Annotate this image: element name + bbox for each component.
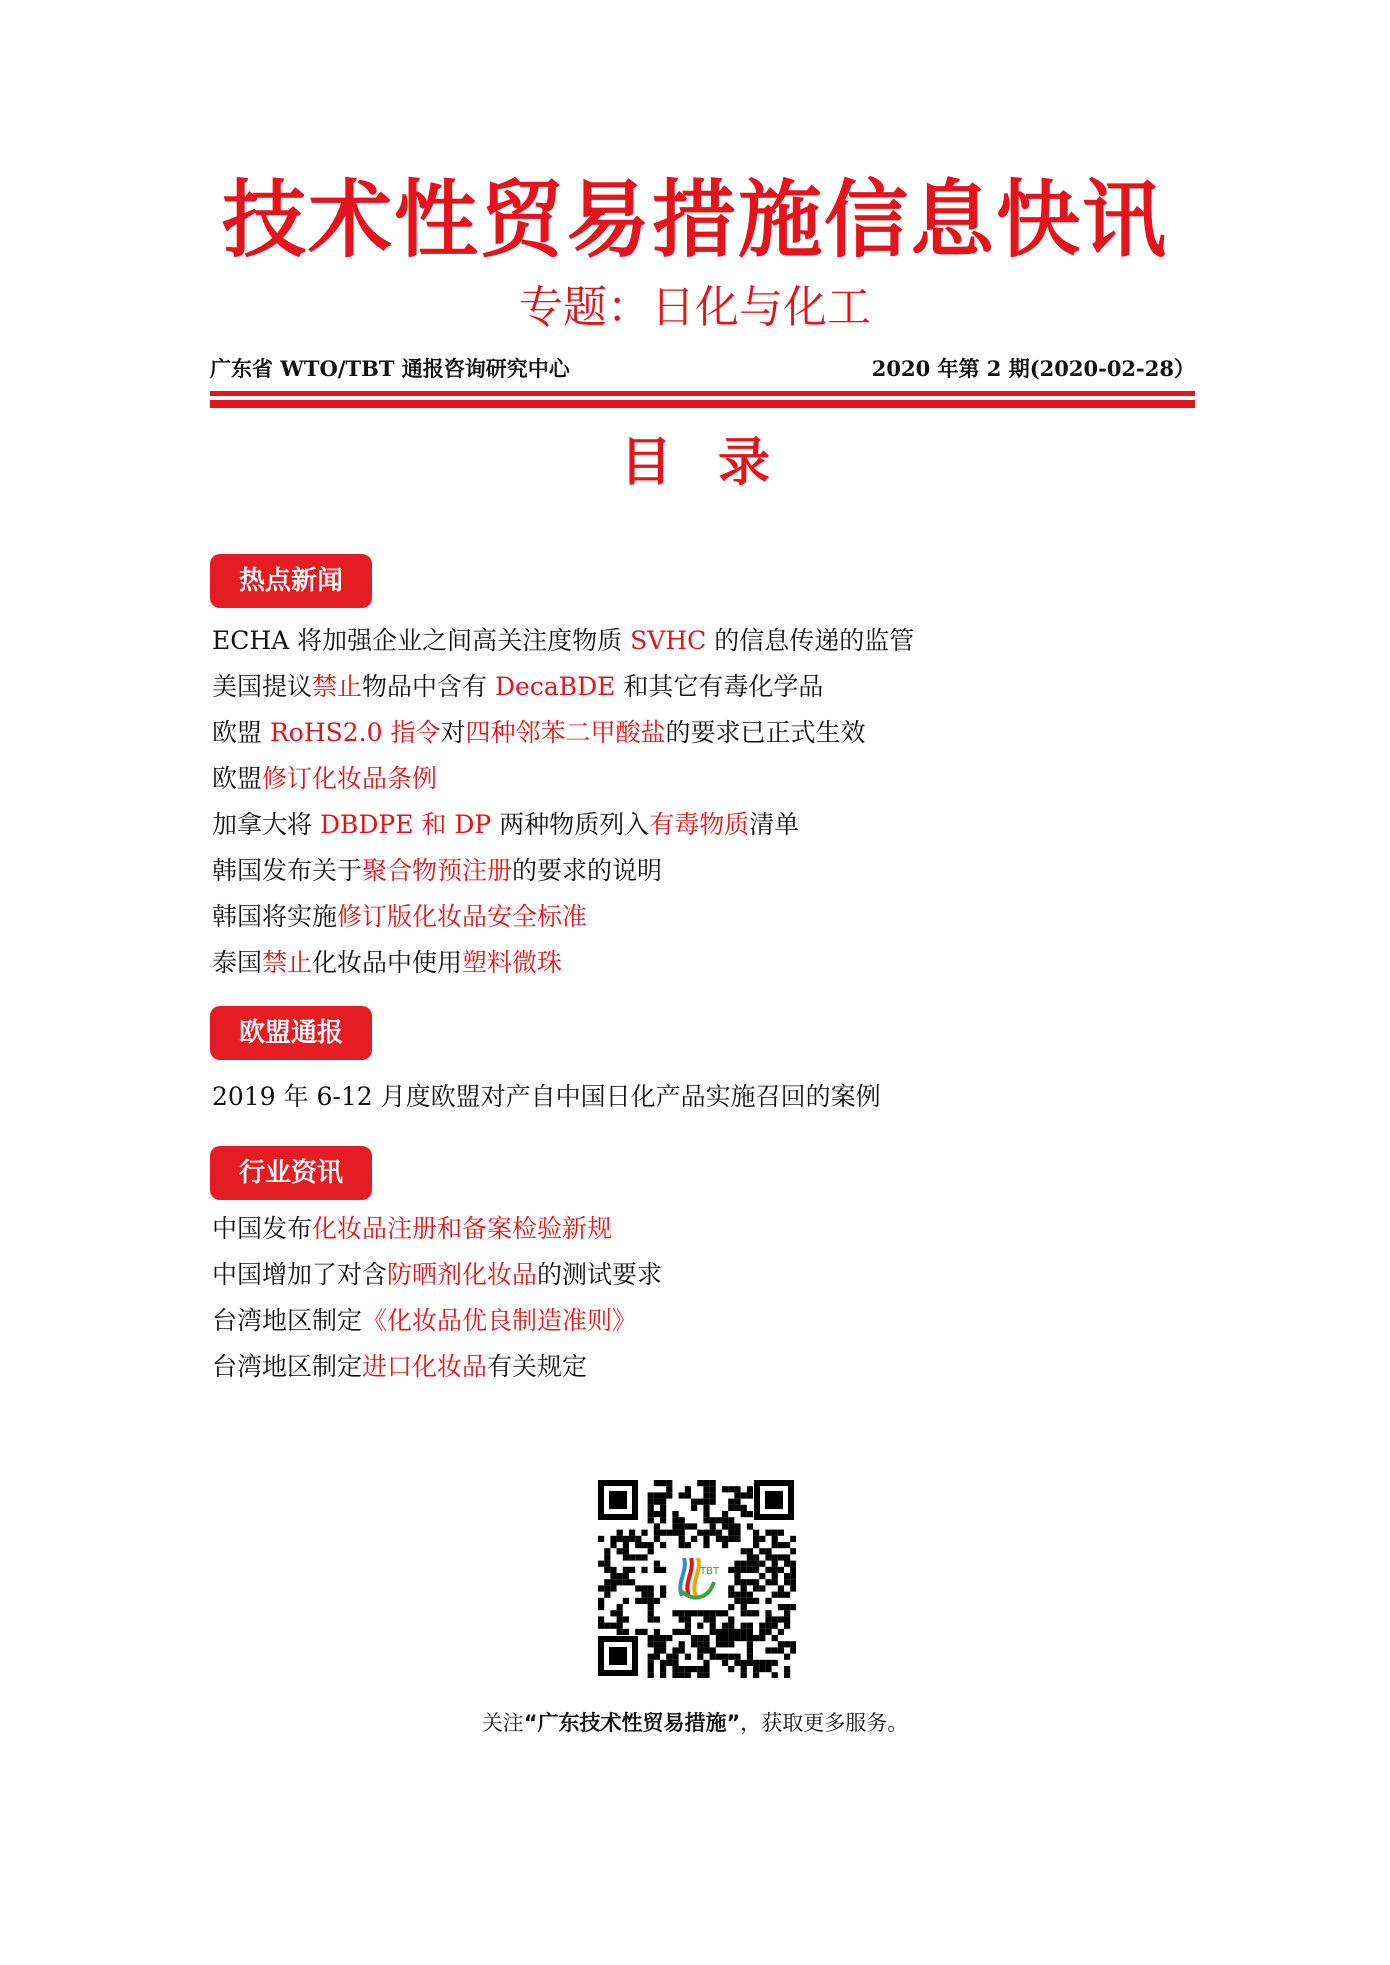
toc-item-text: 中国发布 (212, 1214, 313, 1243)
toc-item-text: 泰国 (212, 948, 263, 977)
toc-item-highlight: RoHS2.0 (269, 718, 383, 747)
toc-item[interactable] (212, 1298, 1212, 1344)
section-tag-eu-notification[interactable]: 欧盟通报 (210, 1006, 372, 1060)
toc-item-highlight: 和 (413, 810, 455, 839)
issue-info-row (210, 352, 1195, 386)
toc-item[interactable] (212, 848, 1212, 894)
toc-item[interactable] (212, 1074, 1212, 1120)
toc-item-highlight: 修订版化妆品安全标准 (337, 902, 588, 931)
qr-finder-bottom-left (598, 1636, 638, 1676)
section-items-industry-info (212, 1206, 1212, 1390)
toc-item[interactable] (212, 802, 1212, 848)
toc-item-highlight: 《化妆品优良制造准则》 (362, 1306, 638, 1335)
toc-item-text: 和其它有毒化学品 (615, 672, 824, 701)
qr-caption (0, 1708, 1390, 1738)
header-divider-thick (210, 400, 1195, 408)
toc-item-text: 的要求的说明 (512, 856, 663, 885)
section-items-eu-notification (212, 1074, 1212, 1120)
tbt-logo-icon (670, 1552, 722, 1604)
toc-item-highlight: DP (454, 810, 492, 839)
toc-item-highlight: 防晒剂化妆品 (387, 1260, 538, 1289)
section-items-hot-news (212, 618, 1212, 986)
toc-item-highlight: 化妆品注册和备案检验新规 (312, 1214, 613, 1243)
toc-item-highlight: 禁止 (262, 948, 313, 977)
toc-item[interactable] (212, 618, 1212, 664)
toc-item-text: 年 (275, 1082, 317, 1111)
newsletter-subtitle: 专题：日化与化工 (519, 282, 871, 333)
toc-item[interactable] (212, 710, 1212, 756)
toc-item-highlight: 有毒物质 (649, 810, 750, 839)
logo-text: TBT (700, 1566, 720, 1577)
toc-item-text: 的信息传递的监管 (706, 626, 915, 655)
section-tag-industry-info[interactable]: 行业资讯 (210, 1146, 372, 1200)
toc-heading: 目录 (619, 433, 816, 493)
toc-item[interactable] (212, 1206, 1212, 1252)
toc-item-highlight: 禁止 (312, 672, 363, 701)
toc-item[interactable] (212, 940, 1212, 986)
newsletter-title: 技术性贸易措施信息快讯 (221, 171, 1168, 269)
toc-item-text: 6-12 (316, 1082, 373, 1111)
toc-item-text: 的要求已正式生效 (665, 718, 866, 747)
toc-item-text: 化妆品中使用 (312, 948, 463, 977)
qr-code[interactable] (596, 1478, 796, 1678)
toc-item[interactable] (212, 664, 1212, 710)
toc-item-text: 将加强企业之间高关注度物质 (289, 626, 631, 655)
qr-caption-account: “广东技术性贸易措施” (523, 1711, 741, 1735)
toc-item-text: 加拿大将 (212, 810, 320, 839)
toc-item-text: 韩国将实施 (212, 902, 338, 931)
toc-item-text: 欧盟 (212, 764, 263, 793)
toc-item-text: 欧盟 (212, 718, 270, 747)
toc-item-text: 清单 (749, 810, 800, 839)
toc-item[interactable] (212, 894, 1212, 940)
qr-caption-suffix: ，获取更多服务。 (740, 1711, 909, 1735)
toc-item-text: 美国提议 (212, 672, 313, 701)
toc-item-highlight: 指令 (382, 718, 441, 747)
qr-caption-prefix: 关注 (481, 1711, 524, 1735)
toc-item-highlight: 聚合物预注册 (362, 856, 513, 885)
publisher-organization: 广东省 WTO/TBT 通报咨询研究中心 (210, 356, 570, 381)
toc-item-highlight: 四种邻苯二甲酸盐 (465, 718, 666, 747)
toc-item-text: 物品中含有 (362, 672, 495, 701)
toc-item[interactable] (212, 1344, 1212, 1390)
toc-item-text: 中国增加了对含 (212, 1260, 388, 1289)
toc-item-highlight: DecaBDE (494, 672, 616, 701)
toc-item-text: 台湾地区制定 (212, 1306, 363, 1335)
toc-item-text: 的测试要求 (537, 1260, 663, 1289)
toc-item-highlight: 进口化妆品 (362, 1352, 488, 1381)
toc-item-highlight: SVHC (630, 626, 707, 655)
toc-item[interactable] (212, 756, 1212, 802)
toc-item-text: 台湾地区制定 (212, 1352, 363, 1381)
section-tag-hot-news[interactable]: 热点新闻 (210, 554, 372, 608)
qr-finder-top-right (754, 1480, 794, 1520)
toc-item-text: 两种物质列入 (491, 810, 650, 839)
qr-finder-top-left (598, 1480, 638, 1520)
toc-item-text: 2019 (212, 1082, 276, 1111)
toc-item-text: 月度欧盟对产自中国日化产品实施召回的案例 (372, 1082, 881, 1111)
toc-item-text: 有关规定 (487, 1352, 588, 1381)
toc-item-text: ECHA (212, 626, 290, 655)
header-divider-thin (210, 391, 1195, 396)
toc-item-highlight: 塑料微珠 (462, 948, 563, 977)
toc-item[interactable] (212, 1252, 1212, 1298)
toc-item-text: 对 (440, 718, 466, 747)
toc-item-highlight: DBDPE (319, 810, 414, 839)
toc-item-text: 韩国发布关于 (212, 856, 363, 885)
issue-number: 2020 年第 2 期(2020-02-28） (871, 356, 1195, 381)
toc-item-highlight: 修订化妆品条例 (262, 764, 438, 793)
